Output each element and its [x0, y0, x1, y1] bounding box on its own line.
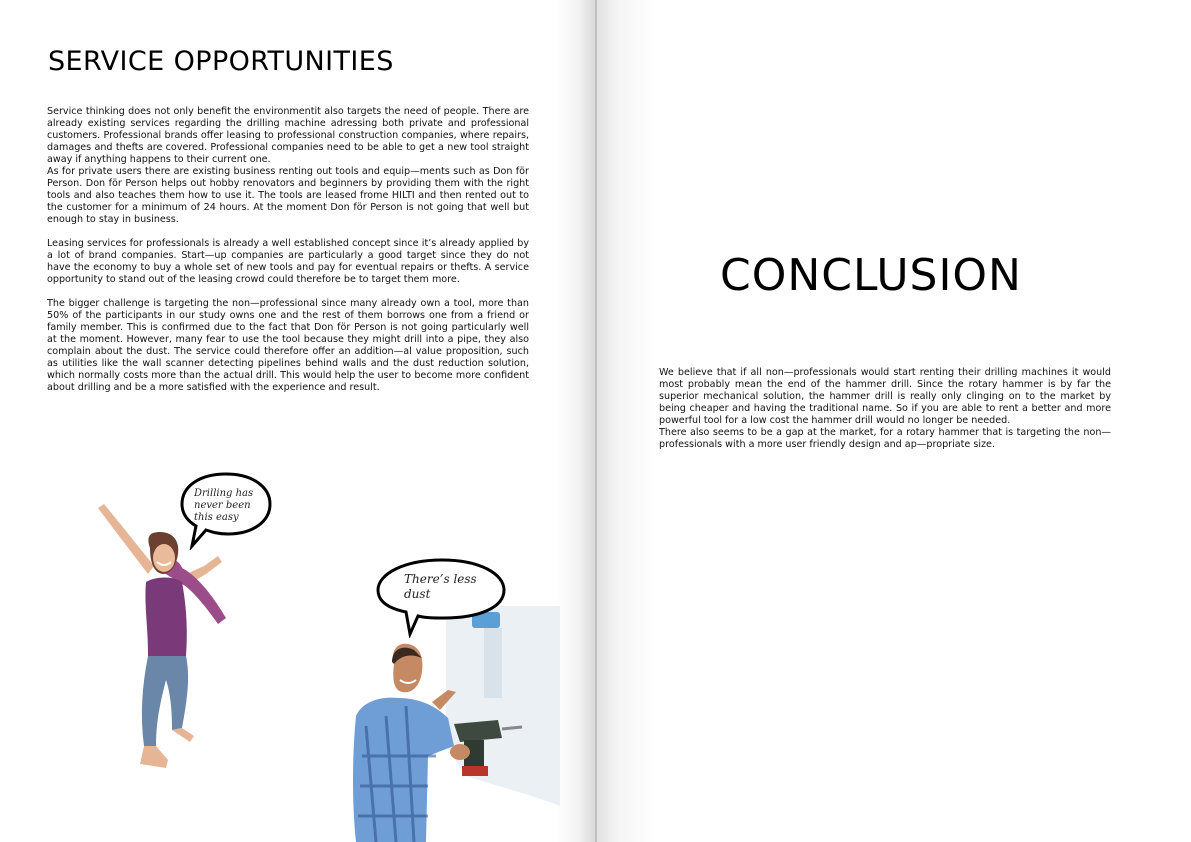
service-opportunities-body: [47, 106, 529, 406]
conclusion-body: [659, 367, 1111, 451]
service-opportunities-title: SERVICE OPPORTUNITIES: [48, 46, 394, 77]
body-paragraph-1: Service thinking does not only benefit the environmentit also targets the need of people. There are already existing services regarding the drilling machine adressing both private and professional customers. Professional brands offer leasing to professional construction companies, where repairs, damages and thefts are covered. Professional companies need to be able to get a new tool straight away if anything happens to their current one.: [47, 106, 529, 165]
conclusion-paragraph-1: We believe that if all non—professionals would start renting their drilling machines it would most probably mean the end of the hammer drill. Since the rotary hammer is by far the superior mechanical solution, the hammer drill is really only clinging on to the market by being cheaper and having the traditional name. So if you are able to rent a better and more powerful tool for a low cost the hammer drill would no longer be needed.: [659, 367, 1111, 426]
body-paragraph-3: Leasing services for professionals is already a well established concept since it’s already applied by a lot of brand companies. Start—up companies are particularly a good target since they do not have the economy to buy a whole set of new tools and pay for eventual repairs or thefts. A service opportunity to stand out of the leasing crowd could therefore be to target them more.: [47, 238, 529, 285]
man-drilling-illustration: [336, 606, 560, 842]
woman-speech-text: Drilling has never been this easy: [194, 488, 254, 523]
conclusion-paragraph-2: There also seems to be a gap at the market, for a rotary hammer that is targeting the non—professionals with a more user friendly design and ap—propriate size.: [659, 427, 1111, 450]
body-paragraph-4: The bigger challenge is targeting the non—professional since many already own a tool, more than 50% of the participants in our study owns one and the rest of them borrows one from a friend or family member. This is confirmed due to the fact that Don för Person is not going particularly well at the moment. However, many fear to use the tool because they might drill into a pipe, they also complain about the dust. The service could therefore offer an addition—al value proposition, such as utilities like the wall scanner detecting pipelines behind walls and the dust reduction solution, which normally costs more than the actual drill. This would help the user to become more confident about drilling and be a more satisfied with the experience and result.: [47, 298, 529, 393]
conclusion-title: CONCLUSION: [720, 250, 1022, 301]
man-speech-text: There’s less dust: [404, 572, 477, 601]
body-paragraph-2: As for private users there are existing business renting out tools and equip—ments such as Don för Person. Don för Person helps out hobby renovators and beginners by providing them with the right tools and also teaches them how to use it. The tools are leased frome HILTI and then rented out to the customer for a minimum of 24 hours. At the moment Don för Person is not going that well but enough to stay in business.: [47, 166, 529, 225]
